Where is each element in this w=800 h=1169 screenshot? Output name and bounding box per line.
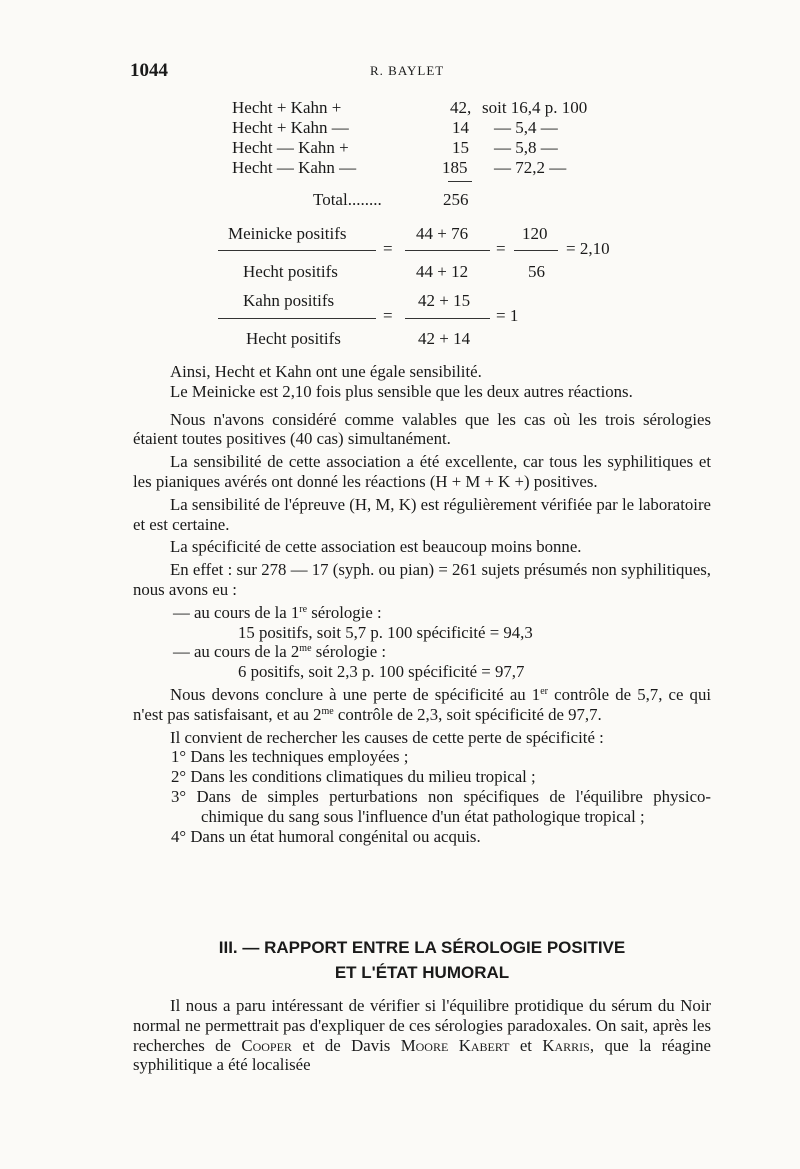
table-row-count: 14	[452, 118, 469, 137]
fraction-bar	[405, 318, 490, 319]
paragraph: Le Meinicke est 2,10 fois plus sensible que les deux autres réactions.	[170, 381, 633, 401]
ratio-denominator-expr: 44 + 12	[416, 262, 469, 281]
table-row-pct: — 5,8 —	[494, 138, 558, 157]
paragraph: La sensibilité de l'épreuve (H, M, K) est régulièrement vérifiée par le laboratoire et est certaine.	[133, 494, 711, 534]
ratio-result: = 2,10	[566, 239, 610, 258]
ratio-numerator-label: Kahn positifs	[243, 291, 335, 310]
list-sub-line: 15 positifs, soit 5,7 p. 100 spécificité = 94,3	[238, 622, 533, 642]
list-item: 3° Dans de simples perturbations non spécifiques de l'équilibre physico-chimique du sang sous l'influence d'un état pathologique tropical ;	[171, 786, 711, 826]
table-row-count: 15	[452, 138, 469, 157]
paragraph: Nous devons conclure à une perte de spécificité au 1er contrôle de 5,7, ce qui n'est pas satisfaisant, et au $2^{me}$ contrôle de 2,3, soit spécificité de 97,7.	[133, 684, 711, 724]
equals-sign: =	[496, 239, 506, 258]
table-row-label: Hecht + Kahn —	[232, 118, 349, 137]
paragraph: Nous n'avons considéré comme valables que les cas où les trois sérologies étaient toutes positives (40 cas) simultanément.	[133, 409, 711, 449]
ratio-result: = 1	[496, 306, 519, 325]
fraction-bar	[218, 250, 376, 251]
table-row-count: 42,	[450, 98, 472, 117]
table-row-pct: — 72,2 —	[494, 158, 567, 177]
ratio-numerator-expr: 44 + 76	[416, 224, 469, 243]
author-name: Karris	[542, 1035, 590, 1055]
fraction-bar	[514, 250, 558, 251]
list-item: 2° Dans les conditions climatiques du milieu tropical ;	[171, 767, 536, 787]
table-row-label: Hecht — Kahn —	[232, 158, 357, 177]
total-label: Total........	[313, 190, 382, 209]
table-row-label: Hecht — Kahn +	[232, 138, 349, 157]
ratio-denominator-expr: 42 + 14	[418, 329, 471, 348]
page-number: 1044	[130, 60, 168, 81]
paragraph: La sensibilité de cette association a été excellente, car tous les syphilitiques et les pianiques avérés ont donné les réactions (H + M + K +) positives.	[133, 452, 711, 491]
fraction-bar	[218, 318, 376, 319]
running-head: R. BAYLET	[370, 63, 445, 78]
list-item: 4° Dans un état humoral congénital ou acquis.	[171, 826, 481, 846]
ratio-numerator-expr: 42 + 15	[418, 291, 471, 310]
list-sub-line: 6 positifs, soit 2,3 p. 100 spécificité = 97,7	[238, 662, 525, 682]
paragraph: La spécificité de cette association est beaucoup moins bonne.	[170, 537, 582, 557]
paragraph: Il convient de rechercher les causes de cette perte de spécificité :	[170, 727, 604, 747]
table-row-label: Hecht + Kahn +	[232, 98, 342, 117]
ratio-numerator-value: 120	[522, 224, 548, 243]
table-row-pct: — 5,4 —	[494, 118, 558, 137]
body-text	[133, 362, 711, 846]
equals-sign: =	[383, 239, 393, 258]
fraction-bar	[405, 250, 490, 251]
paragraph: Ainsi, Hecht et Kahn ont une égale sensibilité.	[170, 362, 482, 381]
list-dash-item: — au cours de la 1re sérologie :	[173, 602, 382, 622]
paragraph: En effet : sur 278 — 17 (syph. ou pian) = 261 sujets présumés non syphilitiques, nous avons eu :	[133, 560, 711, 599]
author-name: Moore Kabert	[400, 1035, 510, 1055]
section-heading-line: III. — RAPPORT ENTRE LA SÉROLOGIE POSITIVE	[218, 938, 626, 957]
equals-sign: =	[383, 306, 393, 325]
table-row-pct: soit 16,4 p. 100	[482, 98, 588, 117]
ratio-numerator-label: Meinicke positifs	[228, 224, 347, 243]
final-paragraph: Il nous a paru intéressant de vérifier si l'équilibre protidique du sérum du Noir normal ne permettrait pas d'expliquer de ces sérologies paradoxales. On sait, après les recherches de Cooper et de Davis Moore Kabert et Karris, que la réagine syphilitique a été localisée	[133, 996, 711, 1075]
section-heading-line: ET L'ÉTAT HUMORAL	[334, 963, 510, 982]
list-dash-item: — au cours de la $2^{me}$ sérologie :	[173, 642, 387, 662]
total-value: 256	[443, 190, 469, 209]
table-row-count: 185	[442, 158, 468, 177]
author-name: Cooper	[241, 1035, 292, 1055]
ratio-denominator-label: Hecht positifs	[246, 329, 341, 348]
section-heading	[133, 935, 711, 985]
list-item: 1° Dans les techniques employées ;	[171, 747, 409, 767]
ratio-denominator-value: 56	[528, 262, 545, 281]
ratio-denominator-label: Hecht positifs	[243, 262, 338, 281]
total-rule	[448, 181, 472, 182]
